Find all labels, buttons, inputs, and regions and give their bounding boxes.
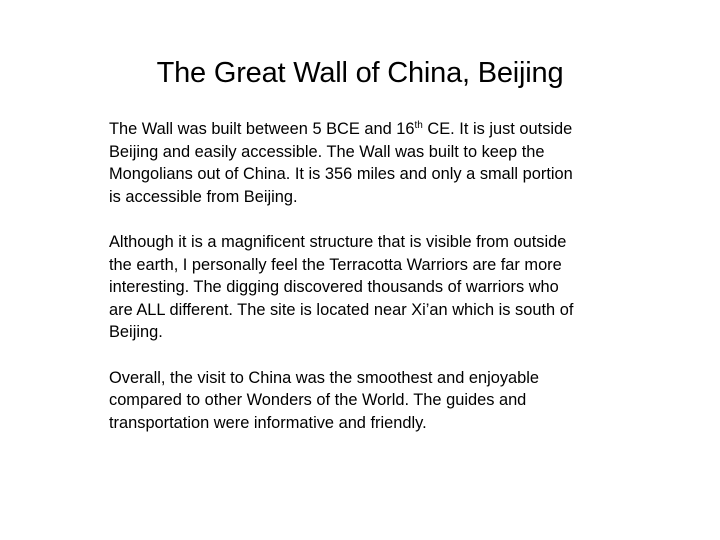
paragraph-great-wall — [109, 118, 579, 208]
paragraph-text: The Wall was built between 5 BCE and 16 — [109, 120, 415, 138]
ordinal-suffix: th — [414, 120, 423, 131]
slide-title: The Great Wall of China, Beijing — [156, 57, 564, 89]
paragraph-terracotta: Although it is a magnificent structure that is visible from outside the earth, I personally feel the Terracotta Warriors are far more interesting. The digging discovered thousands of warriors who are ALL different. The site is located near Xi’an which is south of Beijing. — [109, 232, 574, 342]
slide-body — [109, 118, 579, 457]
paragraph-overall: Overall, the visit to China was the smoothest and enjoyable compared to other Wonders of the World. The guides and transportation were informative and friendly. — [109, 368, 540, 432]
paragraph-text: CE. It is just outside Beijing and easily accessible. The Wall was built to keep the Mongolians out of China. It is 356 miles and only a small portion is accessible from Beijing. — [109, 120, 573, 206]
